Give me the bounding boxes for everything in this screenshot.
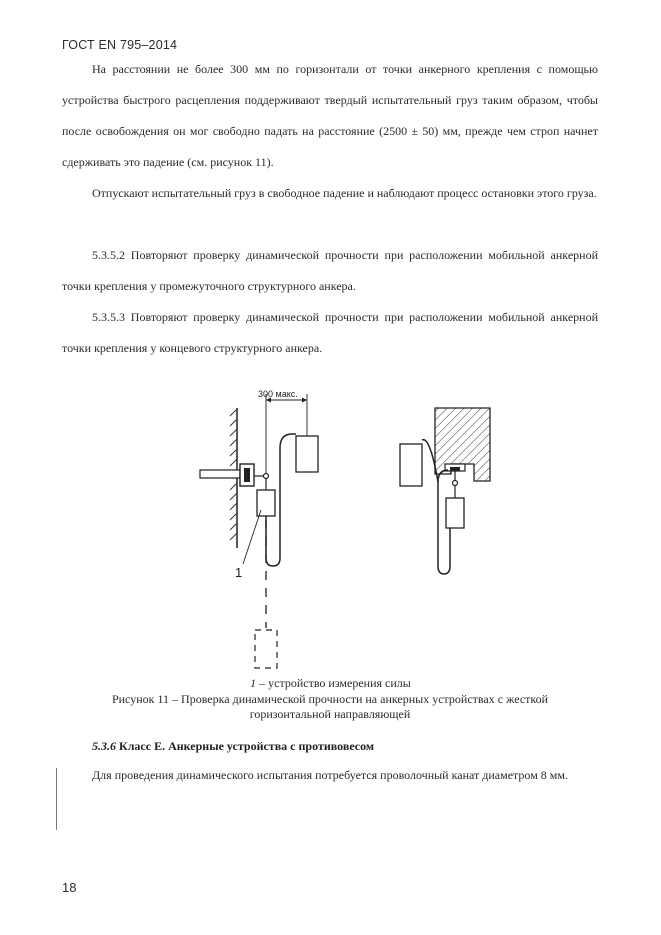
force-measuring-device-right — [446, 498, 464, 528]
callout-leader — [243, 510, 261, 564]
figure-caption: Рисунок 11 – Проверка динамической прочности на анкерных устройствах с жесткой горизонтальной направляющей — [111, 692, 549, 721]
rigid-rail — [200, 470, 240, 478]
section-title: Класс E. Анкерные устройства с противовесом — [119, 739, 375, 753]
paragraph-clause-5-3-5-3: 5.3.5.3 Повторяют проверку динамической прочности при расположении мобильной анкерной точки крепления у концевого структурного анкера. — [62, 310, 598, 355]
anchor-point-right — [453, 481, 458, 486]
right-view — [400, 408, 490, 574]
figure-key-number: 1 — [250, 676, 257, 690]
test-weight-right — [400, 444, 422, 486]
dimension-label: 300 макс. — [258, 389, 298, 399]
paragraph-wire-rope: Для проведения динамического испытания потребуется проволочный канат диаметром 8 мм. — [92, 768, 568, 782]
figure-key-text: – устройство измерения силы — [259, 676, 411, 690]
force-measuring-device — [257, 490, 275, 516]
section-number: 5.3.6 — [92, 739, 116, 753]
callout-number: 1 — [235, 565, 243, 580]
paragraph-clause-5-3-5-2: 5.3.5.2 Повторяют проверку динамической прочности при расположении мобильной анкерной точки крепления у промежуточного структурного анкера. — [62, 248, 598, 293]
test-weight — [296, 436, 318, 472]
figure-key — [0, 676, 661, 691]
paragraph-release-device: На расстоянии не более 300 мм по горизонтали от точки анкерного крепления с помощью устройства быстрого расцепления поддерживают твердый испытательный груз таким образом, чтобы после освобождения он мог свободно падать на расстояние (2500 ± 50) мм, прежде чем строп начнет сдерживать это падение (см. рисунок 11). — [62, 62, 598, 169]
document-code-header: ГОСТ EN 795–2014 — [62, 38, 178, 52]
anchor-point — [264, 474, 269, 479]
section-heading — [92, 739, 374, 754]
change-marker-bar — [56, 768, 57, 830]
paragraph-free-fall: Отпускают испытательный груз в свободное падение и наблюдают процесс остановки этого груза. — [92, 186, 597, 200]
page-number: 18 — [62, 880, 77, 895]
left-view — [200, 389, 318, 668]
anchor-slider — [244, 468, 250, 482]
test-weight-fallen — [255, 630, 277, 668]
figure-11-drawing — [180, 378, 500, 678]
